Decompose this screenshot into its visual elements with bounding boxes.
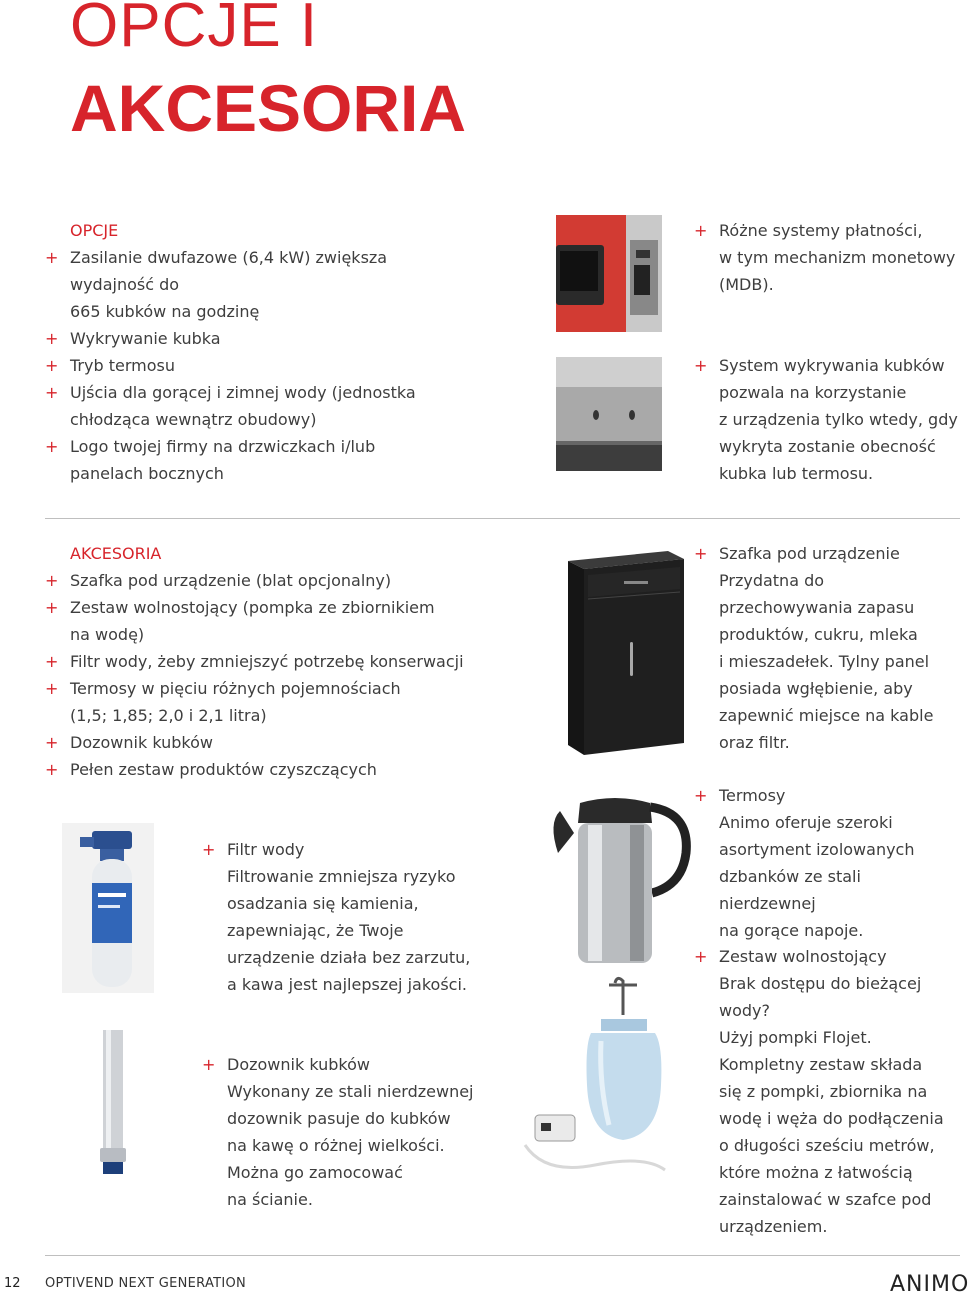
payment-system-image	[556, 215, 662, 332]
cup-detection-image	[556, 357, 662, 471]
option-item: + Tryb termosu	[70, 352, 490, 379]
options-heading: OPCJE	[70, 221, 119, 240]
cup-detection-description: + System wykrywania kubków pozwala na korzystanie z urządzenia tylko wtedy, gdy wykryta zostanie obecność kubka lub termosu.	[719, 352, 959, 487]
standalone-description: + Zestaw wolnostojący Brak dostępu do bieżącej wody? Użyj pompki Flojet. Kompletny zestaw składa się z pompki, zbiornika na wodę i węża do podłączenia o długości sześciu metrów, które można z łatwością zainstalować w szafce pod urządzeniem.	[719, 943, 959, 1240]
cup-dispenser-image	[97, 1030, 129, 1178]
plus-icon: +	[202, 840, 216, 859]
accessory-item: + Zestaw wolnostojący (pompka ze zbiornikiem na wodę)	[70, 594, 520, 648]
options-section	[45, 217, 490, 487]
plus-icon: +	[694, 544, 708, 563]
cabinet-image	[560, 547, 685, 757]
plus-icon: +	[45, 437, 59, 456]
payment-description: + Różne systemy płatności, w tym mechanizm monetowy (MDB).	[719, 217, 959, 298]
plus-icon: +	[45, 598, 59, 617]
plus-icon: +	[694, 947, 708, 966]
thermos-image	[540, 793, 690, 968]
plus-icon: +	[45, 329, 59, 348]
plus-icon: +	[45, 571, 59, 590]
plus-icon: +	[45, 356, 59, 375]
option-item: + Wykrywanie kubka	[70, 325, 490, 352]
option-item: + Logo twojej firmy na drzwiczkach i/lub panelach bocznych	[70, 433, 490, 487]
section-divider	[45, 518, 960, 519]
plus-icon: +	[45, 733, 59, 752]
footer-divider	[45, 1255, 960, 1256]
page-number: 12	[4, 1276, 21, 1291]
footer-title: OPTIVEND NEXT GENERATION	[45, 1276, 247, 1291]
accessory-item: + Termosy w pięciu różnych pojemnościach (1,5; 1,85; 2,0 i 2,1 litra)	[70, 675, 520, 729]
cabinet-description: + Szafka pod urządzenie Przydatna do przechowywania zapasu produktów, cukru, mleka i mieszadełek. Tylny panel posiada wgłębienie, aby zapewnić miejsce na kable oraz filtr.	[719, 540, 959, 756]
animo-logo: ANIMO	[890, 1272, 969, 1297]
accessory-item: + Filtr wody, żeby zmniejszyć potrzebę konserwacji	[70, 648, 520, 675]
filter-description: + Filtr wody Filtrowanie zmniejsza ryzyko osadzania się kamienia, zapewniając, że Twoje urządzenie działa bez zarzutu, a kawa jest najlepszej jakości.	[227, 836, 507, 998]
option-item: + Ujścia dla gorącej i zimnej wody (jednostka chłodząca wewnątrz obudowy)	[70, 379, 490, 433]
plus-icon: +	[45, 679, 59, 698]
plus-icon: +	[45, 760, 59, 779]
plus-icon: +	[45, 248, 59, 267]
plus-icon: +	[202, 1055, 216, 1074]
dispenser-description: + Dozownik kubków Wykonany ze stali nierdzewnej dozownik pasuje do kubków na kawę o różnej wielkości. Można go zamocować na ścianie.	[227, 1051, 507, 1213]
accessories-section	[45, 540, 520, 783]
option-item: + Zasilanie dwufazowe (6,4 kW) zwiększa wydajność do 665 kubków na godzinę	[70, 244, 490, 325]
accessory-item: + Szafka pod urządzenie (blat opcjonalny)	[70, 567, 520, 594]
accessories-heading: AKCESORIA	[70, 544, 162, 563]
plus-icon: +	[694, 221, 708, 240]
plus-icon: +	[45, 652, 59, 671]
plus-icon: +	[694, 786, 708, 805]
plus-icon: +	[694, 356, 708, 375]
plus-icon: +	[45, 383, 59, 402]
water-kit-image	[505, 975, 680, 1180]
page-title-line1: OPCJE I	[70, 0, 319, 60]
water-filter-image	[62, 823, 154, 993]
accessory-item: + Dozownik kubków	[70, 729, 520, 756]
page-title-line2: AKCESORIA	[70, 71, 467, 145]
thermos-description: + Termosy Animo oferuje szeroki asortyment izolowanych dzbanków ze stali nierdzewnej na gorące napoje.	[719, 782, 959, 944]
accessory-item: + Pełen zestaw produktów czyszczących	[70, 756, 520, 783]
